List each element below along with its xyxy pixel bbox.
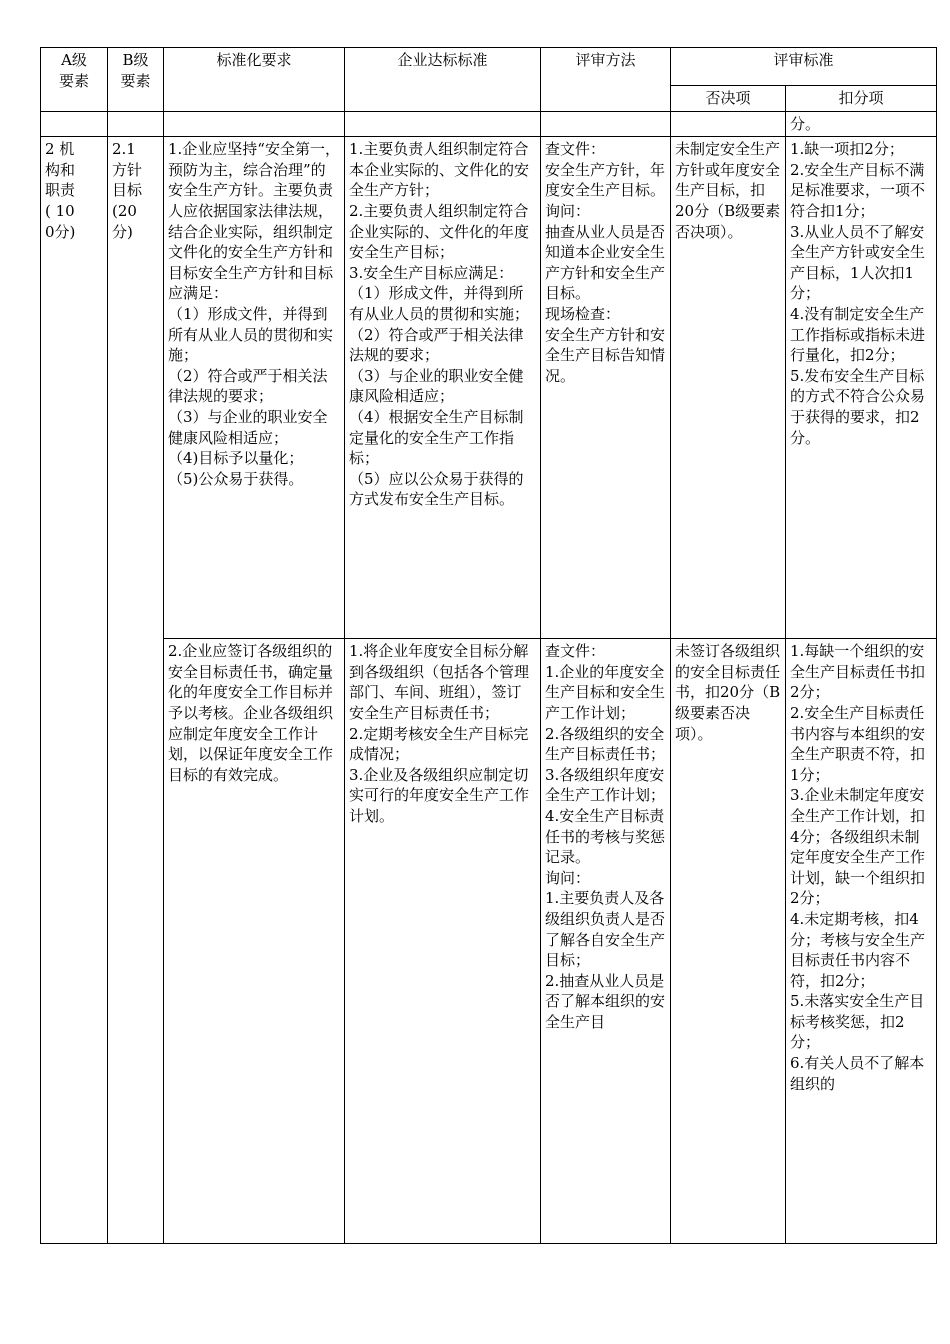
a-element-cell: 2 机 构和 职责 ( 10 0分) xyxy=(41,137,108,1244)
cell-empty xyxy=(345,111,541,137)
standard-cell: 1.将企业年度安全目标分解到各级组织（包括各个管理部门、车间、班组），签订安全生产目标责任书； 2.定期考核安全生产目标完成情况； 3.企业及各级组织应制定切实可行的年度安全生产工作计划。 xyxy=(345,639,541,1244)
header-deduction: 扣分项 xyxy=(786,86,937,112)
header-b-level: B级 要素 xyxy=(108,48,164,112)
header-veto: 否决项 xyxy=(671,86,786,112)
cell-empty xyxy=(541,111,671,137)
deduction-cell: 1.每缺一个组织的安全生产目标责任书扣2分； 2.安全生产目标责任书内容与本组织的安全生产职责不符，扣1分； 3.企业未制定年度安全生产工作计划，扣4分；各级组织未制定年度安全生产工作计划，缺一个组织扣2分； 4.未定期考核，扣4分；考核与安全生产目标责任书内容不符，扣2分； 5.未落实安全生产目标考核奖惩，扣2分； 6.有关人员不了解本组织的 xyxy=(786,639,937,1244)
cell-empty xyxy=(41,111,108,137)
requirement-cell: 1.企业应坚持“安全第一，预防为主，综合治理”的安全生产方针。主要负责人应依据国家法律法规，结合企业实际，组织制定文件化的安全生产方针和目标安全生产方针和目标应满足： （1）形成文件，并得到所有从业人员的贯彻和实施； （2）符合或严于相关法律法规的要求； （3）与企业的职业安全健康风险相适应； （4)目标予以量化； （5)公众易于获得。 xyxy=(164,137,345,639)
deduction-cell: 1.缺一项扣2分； 2.安全生产目标不满足标准要求，一项不符合扣1分； 3.从业人员不了解安全生产方针或安全生产目标，1人次扣1分； 4.没有制定安全生产工作指标或指标未进行量化，扣2分； 5.发布安全生产目标的方式不符合公众易于获得的要求，扣2分。 xyxy=(786,137,937,639)
header-requirement: 标准化要求 xyxy=(164,48,345,112)
cell-empty xyxy=(108,111,164,137)
method-cell: 查文件： 1.企业的年度安全生产目标和安全生产工作计划； 2.各级组织的安全生产目标责任书； 3.各级组织年度安全生产工作计划； 4.安全生产目标责任书的考核与奖惩记录。 询问： 1.主要负责人及各级组织负责人是否了解各自安全生产目标； 2.抽查从业人员是否了解本组织的安全生产目 xyxy=(541,639,671,1244)
header-review-method: 评审方法 xyxy=(541,48,671,112)
standards-table-page xyxy=(40,47,937,1244)
continuation-deduction: 分。 xyxy=(786,111,937,137)
veto-cell: 未签订各级组织的安全目标责任书，扣20分（B级要素否决项）。 xyxy=(671,639,786,1244)
standards-table xyxy=(40,47,937,1244)
veto-cell: 未制定安全生产方针或年度安全生产目标，扣20分（B级要素否决项）。 xyxy=(671,137,786,639)
table-row xyxy=(41,137,937,639)
method-cell: 查文件： 安全生产方针，年度安全生产目标。 询问： 抽查从业人员是否知道本企业安全生产方针和安全生产目标。 现场检查： 安全生产方针和安全生产目标告知情况。 xyxy=(541,137,671,639)
requirement-cell: 2.企业应签订各级组织的安全目标责任书，确定量化的年度安全工作目标并予以考核。企业各级组织应制定年度安全工作计划，以保证年度安全工作目标的有效完成。 xyxy=(164,639,345,1244)
cell-empty xyxy=(164,111,345,137)
standard-cell: 1.主要负责人组织制定符合本企业实际的、文件化的安全生产方针； 2.主要负责人组织制定符合企业实际的、文件化的年度安全生产目标； 3.安全生产目标应满足： （1）形成文件，并得到所有从业人员的贯彻和实施； （2）符合或严于相关法律法规的要求； （3）与企业的职业安全健康风险相适应； （4）根据安全生产目标制定量化的安全生产工作指标； （5）应以公众易于获得的方式发布安全生产目标。 xyxy=(345,137,541,639)
header-enterprise-standard: 企业达标标准 xyxy=(345,48,541,112)
table-row xyxy=(41,639,937,1244)
cell-empty xyxy=(671,111,786,137)
header-review-criteria: 评审标准 xyxy=(671,48,937,86)
header-a-level: A级 要素 xyxy=(41,48,108,112)
continuation-row xyxy=(41,111,937,137)
b-element-cell: 2.1 方针 目标 (20 分) xyxy=(108,137,164,1244)
header-row xyxy=(41,48,937,86)
